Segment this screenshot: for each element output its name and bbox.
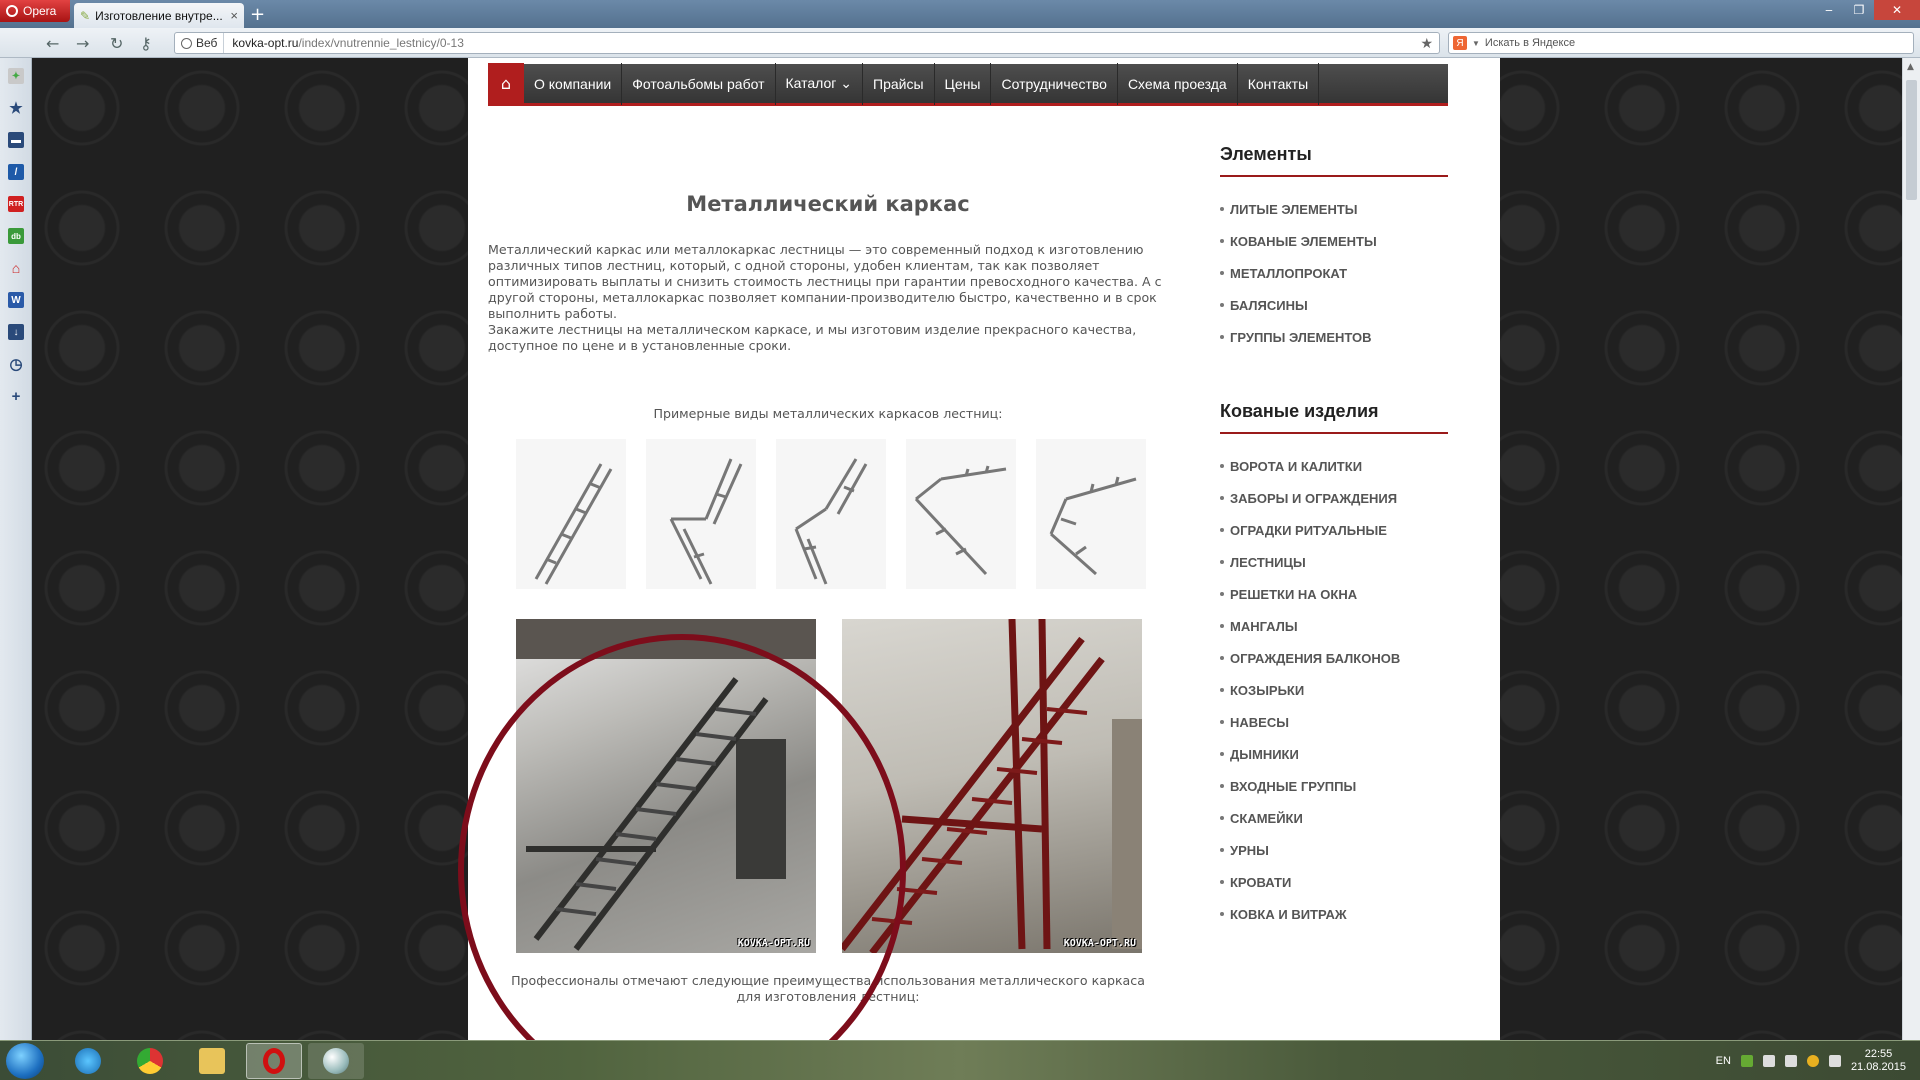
bullet-icon [1220,656,1224,660]
sidebar-link-label: КОВАНЫЕ ЭЛЕМЕНТЫ [1230,233,1377,249]
bullet-icon [1220,335,1224,339]
window-titlebar [0,0,1920,28]
search-placeholder: Искать в Яндексе [1484,37,1576,49]
bullet-icon [1220,720,1224,724]
sidebar-link-cast[interactable] [1220,193,1448,225]
sidebar-link-metal[interactable] [1220,257,1448,289]
bullet-icon [1220,688,1224,692]
sidebar-link-product[interactable] [1220,610,1448,642]
sidebar-link-product[interactable] [1220,738,1448,770]
downloads-icon[interactable]: ↓ [8,324,24,340]
scrollbar-thumb[interactable] [1906,80,1917,200]
bookmarks-icon[interactable]: ★ [9,100,23,117]
page-title: Металлический каркас [686,192,970,216]
sidebar-link-label: ВХОДНЫЕ ГРУППЫ [1230,778,1357,794]
explorer-taskbar-button[interactable] [184,1043,240,1079]
bullet-icon [1220,239,1224,243]
add-panel-icon[interactable]: + [11,387,21,405]
tab-title: Изготовление внутре... [95,8,223,23]
sidebar [1220,144,1448,978]
notes-icon[interactable]: ▬ [8,132,24,148]
products-list [1220,450,1448,930]
address-bar[interactable] [174,32,1440,54]
clock[interactable] [1851,1048,1906,1074]
tab-close-icon[interactable]: × [230,8,238,23]
main-content [488,148,1168,1005]
bullet-icon [1220,912,1224,916]
home-icon[interactable]: ⌂ [488,63,524,105]
sidebar-link-product[interactable] [1220,546,1448,578]
url-text[interactable] [224,36,1420,50]
start-button[interactable] [6,1043,44,1079]
menu-item-prices-list[interactable]: Прайсы [863,63,935,105]
sidebar-link-label: МЕТАЛЛОПРОКАТ [1230,265,1348,281]
site-page [468,58,1500,1040]
word-icon[interactable]: W [8,292,24,308]
security-label: Веб [196,36,218,50]
elements-list [1220,193,1448,353]
side-panel [0,58,32,1040]
opera-menu-button[interactable] [0,0,70,22]
search-field[interactable] [1448,32,1914,54]
sidebar-link-label: КРОВАТИ [1230,874,1292,890]
bullet-icon [1220,624,1224,628]
site2-icon[interactable]: ⌂ [11,260,21,276]
opera-icon [263,1048,285,1074]
taskbar [0,1040,1920,1080]
sidebar-link-product[interactable] [1220,450,1448,482]
sidebar-link-label: ГРУППЫ ЭЛЕМЕНТОВ [1230,329,1372,345]
sidebar-link-product[interactable] [1220,802,1448,834]
minimize-button[interactable]: ‒ [1825,3,1833,17]
update-icon[interactable] [1807,1055,1819,1067]
intro-paragraph: Закажите лестницы на металлическом каркасе, и мы изготовим изделие прекрасного качества, доступное по цене и в установленные сроки. [488,322,1137,353]
stair-frame-image[interactable] [646,439,756,589]
examples-heading: Примерные виды металлических каркасов лестниц: [653,406,1003,421]
sidebar-link-label: ЛИТЫЕ ЭЛЕМЕНТЫ [1230,201,1358,217]
sidebar-link-product[interactable] [1220,674,1448,706]
menu-item-contacts[interactable]: Контакты [1238,63,1319,105]
sidebar-link-label: КОВКА И ВИТРАЖ [1230,906,1347,922]
sidebar-link-label: КОЗЫРЬКИ [1230,682,1305,698]
photo-watermark: KOVKA-OPT.RU [1063,938,1136,949]
nvidia-icon[interactable] [1741,1055,1753,1067]
sidebar-link-label: ОГРАЖДЕНИЯ БАЛКОНОВ [1230,650,1401,666]
history-icon[interactable]: ◷ [9,356,23,373]
sidebar-link-label: СКАМЕЙКИ [1230,810,1303,826]
window-controls [1814,0,1920,20]
frame-thumbnails [516,439,1168,589]
web-viewport [32,58,1902,1040]
sidebar-link-product[interactable] [1220,706,1448,738]
opera-logo-icon [6,5,18,17]
sidebar-link-label: НАВЕСЫ [1230,714,1289,730]
new-tab-button[interactable]: + [250,4,266,25]
search-dropdown-icon[interactable]: ▼ [1472,38,1480,48]
ie-icon [75,1048,101,1074]
sidebar-link-label: ДЫМНИКИ [1230,746,1299,762]
reload-icon[interactable]: ↻ [110,34,124,53]
intro-text [488,242,1168,354]
rtr-icon[interactable]: RTR [8,196,24,212]
address-toolbar [0,28,1920,58]
sidebar-link-label: УРНЫ [1230,842,1269,858]
bullet-icon [1220,271,1224,275]
globe-icon [181,38,192,49]
opera-taskbar-button[interactable] [246,1043,302,1079]
chrome-taskbar-button[interactable] [122,1043,178,1079]
sidebar-link-product[interactable] [1220,770,1448,802]
site-icon[interactable]: / [8,164,24,180]
sidebar-link-label: ОГРАДКИ РИТУАЛЬНЫЕ [1230,522,1387,538]
key-icon[interactable]: ⚷ [140,34,152,53]
sidebar-link-product[interactable] [1220,482,1448,514]
clock-time: 22:55 [1864,1048,1893,1060]
url-host: kovka-opt.ru [232,36,299,50]
bullet-icon [1220,464,1224,468]
sidebar-link-balusters[interactable] [1220,289,1448,321]
url-path: /index/vnutrennie_lestnicy/0-13 [298,36,464,50]
clock-date: 21.08.2015 [1850,1061,1906,1073]
outro-text: Профессионалы отмечают следующие преимущества использования металлического каркаса для изготовления лестниц: [511,973,1145,1004]
menu-item-catalog[interactable]: Каталог ⌄ [776,63,864,105]
opera-menu-label: Opera [23,4,57,18]
photo-watermark: KOVKA-OPT.RU [737,938,810,949]
intro-paragraph: Металлический каркас или металлокаркас лестницы — это современный подход к изготовлению различных типов лестниц, который, с одной стороны, удобен клиентам, так как позволяет оптимизировать выплаты и снизить стоимость лестницы при гарантии превосходного качества. А с другой стороны, металлокаркас позволяет компании-производителю быстро, качественно и в срок выполнить работы. [488,242,1162,321]
sidebar-link-product[interactable] [1220,578,1448,610]
stair-frame-image[interactable] [906,439,1016,589]
menu-item-about[interactable]: О компании [524,63,622,105]
sidebar-link-label: МАНГАЛЫ [1230,618,1298,634]
stair-frame-image[interactable] [1036,439,1146,589]
menu-item-prices[interactable]: Цены [935,63,992,105]
bullet-icon [1220,528,1224,532]
bullet-icon [1220,592,1224,596]
site-menu [488,64,1448,106]
bullet-icon [1220,207,1224,211]
sidebar-link-product[interactable] [1220,834,1448,866]
sidebar-link-product[interactable] [1220,898,1448,930]
sidebar-link-label: ЗАБОРЫ И ОГРАЖДЕНИЯ [1230,490,1398,506]
bullet-icon [1220,784,1224,788]
bullet-icon [1220,816,1224,820]
stair-frame-image[interactable] [776,439,886,589]
forward-icon[interactable]: → [76,34,90,53]
ie-taskbar-button[interactable] [60,1043,116,1079]
sidebar-link-product[interactable] [1220,866,1448,898]
vertical-scrollbar[interactable] [1902,58,1920,1040]
sidebar-link-label: БАЛЯСИНЫ [1230,297,1308,313]
products-heading: Кованые изделия [1220,401,1448,434]
system-tray [1716,1041,1920,1080]
menu-item-cooperation[interactable]: Сотрудничество [991,63,1117,105]
language-indicator[interactable]: EN [1715,1055,1731,1067]
elements-heading: Элементы [1220,144,1448,177]
chrome-icon [137,1048,163,1074]
sidebar-link-label: РЕШЕТКИ НА ОКНА [1230,586,1358,602]
db-icon[interactable]: db [8,228,24,244]
bullet-icon [1220,880,1224,884]
close-button[interactable]: ✕ [1874,0,1920,20]
sidebar-link-product[interactable] [1220,514,1448,546]
flag-icon[interactable] [1763,1055,1775,1067]
folder-icon [199,1048,225,1074]
paint-taskbar-button[interactable] [308,1043,364,1079]
security-badge[interactable] [175,33,224,53]
bullet-icon [1220,848,1224,852]
bullet-icon [1220,303,1224,307]
browser-tab[interactable] [74,3,244,28]
menu-item-directions[interactable]: Схема проезда [1118,63,1238,105]
yandex-icon[interactable]: Я [1453,36,1467,50]
back-icon[interactable]: ← [46,34,60,53]
bookmark-star-icon[interactable]: ★ [1420,34,1433,51]
volume-icon[interactable] [1785,1055,1797,1067]
opera-link-icon[interactable]: ✦ [8,68,24,84]
sidebar-link-label: ВОРОТА И КАЛИТКИ [1230,458,1363,474]
tab-favicon-icon: ✎ [80,8,91,23]
sidebar-link-groups[interactable] [1220,321,1448,353]
paint-icon [323,1048,349,1074]
stair-frame-image[interactable] [516,439,626,589]
bullet-icon [1220,752,1224,756]
network-icon[interactable] [1829,1055,1841,1067]
sidebar-link-forged[interactable] [1220,225,1448,257]
bullet-icon [1220,560,1224,564]
menu-item-albums[interactable]: Фотоальбомы работ [622,63,775,105]
bullet-icon [1220,496,1224,500]
sidebar-link-label: ЛЕСТНИЦЫ [1230,554,1306,570]
restore-button[interactable]: ❐ [1853,3,1865,17]
scroll-up-icon[interactable]: ▲ [1907,62,1914,72]
sidebar-link-product[interactable] [1220,642,1448,674]
